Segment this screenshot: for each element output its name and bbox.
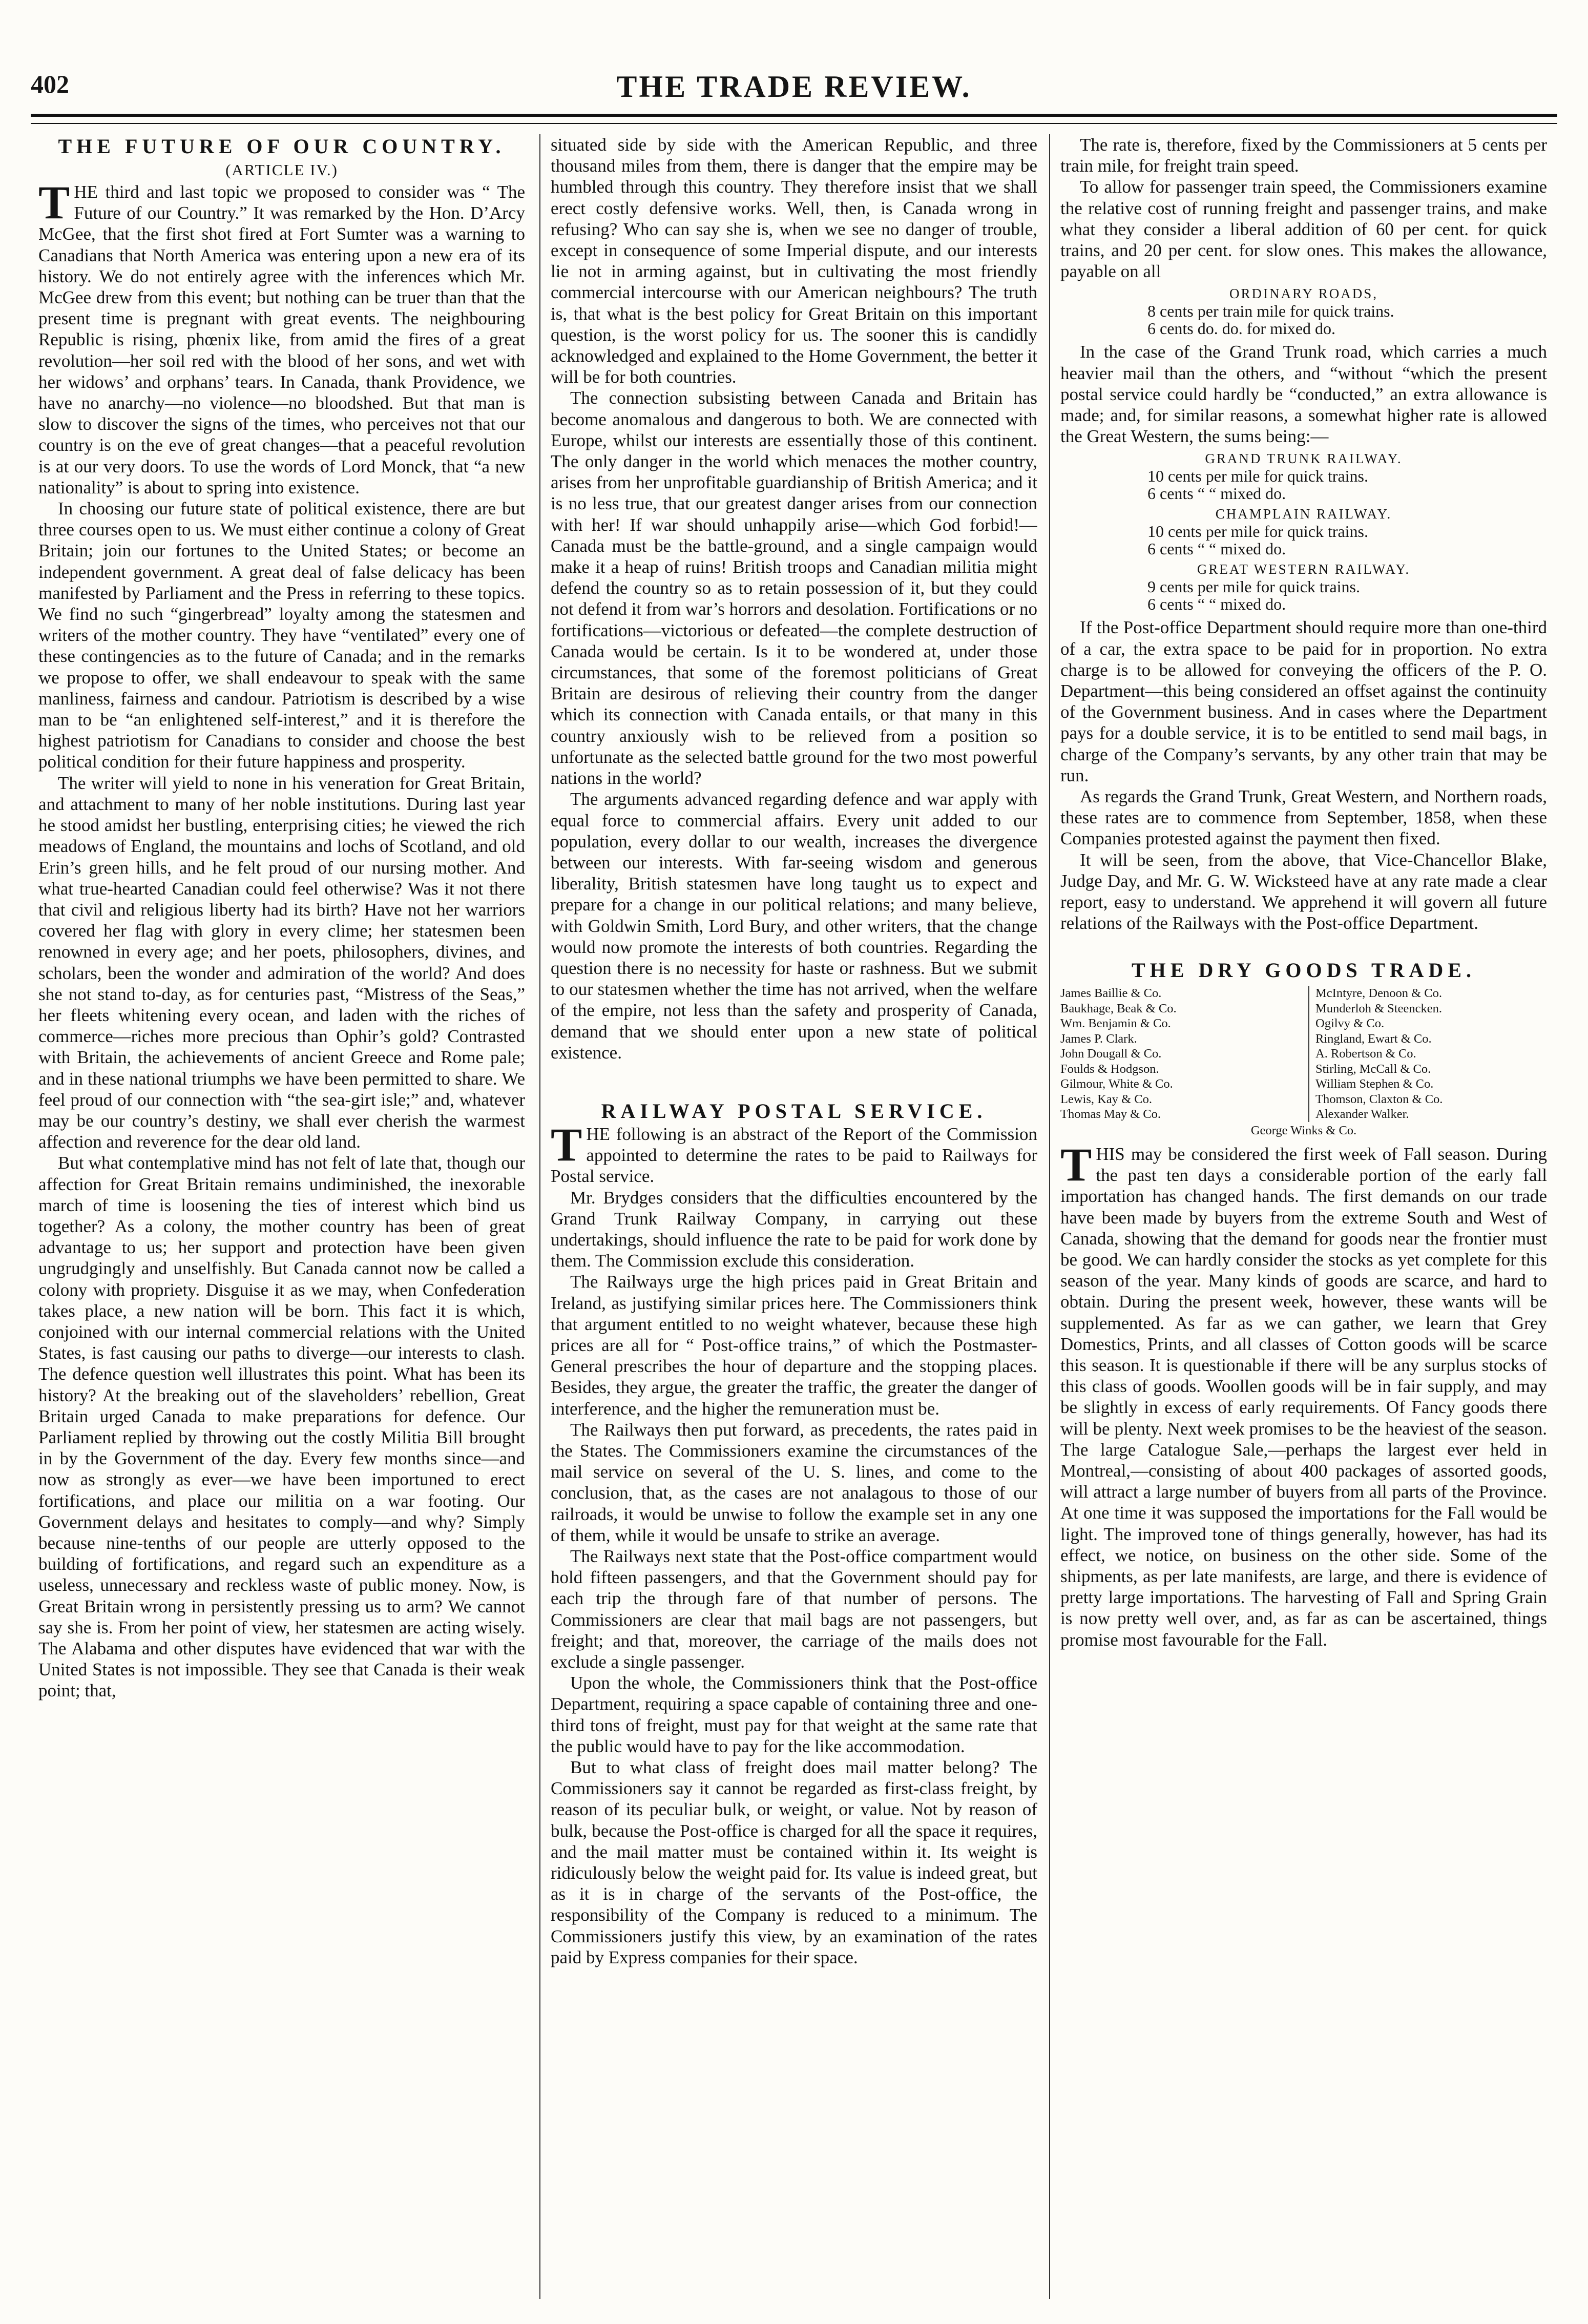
article-paragraph: It will be seen, from the above, that Vice-Chancellor Blake, Judge Day, and Mr. G. W. Wicksteed have at any rate made a clear report, easy to understand. We apprehend it will govern all future relations of the Railways with the Post-office Department. <box>1060 849 1547 933</box>
firm-list-right: McIntyre, Denoon & Co. Munderloh & Steencken. Ogilvy & Co. Ringland, Ewart & Co. A. Robertson & Co. Stirling, McCall & Co. William Stephen & Co. Thomson, Claxton & Co. Alexander Walker. <box>1308 986 1547 1122</box>
article-paragraph: The writer will yield to none in his veneration for Great Britain, and attachment to many of her noble institutions. During last year he stood amidst her bustling, enterprising cities; he viewed the rich meadows of England, the mountains and lochs of Scotland, and old Erin’s green hills, and he felt proud of our nursing mother. And what true-hearted Canadian could feel otherwise? Was it not there that civil and religious liberty had its birth? Have not her warriors covered her flag with glory in every clime; her statesmen been renowned in every age; and her poets, philosophers, divines, and scholars, been the wonder and admiration of the world? And does she not stand to-day, as for centuries past, “Mistress of the Seas,” her fleets whitening every ocean, and laden with the riches of commerce—riches more precious than Ophir’s gold? Contrasted with Britain, the achievements of ancient Greece and Rome pale; and in these national triumphs we have been permitted to share. We feel proud of our connection with “the sea-girt isle;” and, whatever may be our country’s destiny, we shall ever cherish the warmest affection and reverence for the dear old land. <box>38 773 525 1152</box>
spacer <box>1060 933 1547 958</box>
article-paragraph: To allow for passenger train speed, the Commissioners examine the relative cost of running freight and passenger trains, and make what they consider a liberal addition of 60 per cent. for quick trains, and 20 per cent. for slow ones. This makes the allowance, payable on all <box>1060 177 1547 282</box>
article-paragraph: The Railways urge the high prices paid in Great Britain and Ireland, as justifying similar prices here. The Commissioners think that argument entitled to no weight whatever, because these high prices are all for “ Post-office trains,” of which the Postmaster-General prescribes the hour of departure and the stopping places. Besides, they argue, the greater the traffic, the greater the danger of interference, and the higher the remuneration must be. <box>551 1272 1037 1419</box>
article-paragraph: The Railways next state that the Post-office compartment would hold fifteen passengers, and that the Government should pay for each trip the through fare of that number of persons. The Commissioners are clear that mail bags are not passengers, but freight; and that, moreover, the carriage of the mails does not exclude a single passenger. <box>551 1546 1037 1672</box>
article-paragraph: As regards the Grand Trunk, Great Western, and Northern roads, these rates are to commence from September, 1858, when these Companies protested against the payment then fixed. <box>1060 786 1547 849</box>
rate-table-ordinary: ORDINARY ROADS, 8 cents per train mile for quick trains. 6 cents do. do. for mixed do. <box>1147 286 1394 338</box>
article-subtitle: (ARTICLE IV.) <box>225 161 338 179</box>
column-1 <box>38 134 525 2307</box>
article-paragraph: But what contemplative mind has not felt of late that, though our affection for Great Britain remains undiminished, the inexorable march of time is loosening the ties of interest which bind us together? As a colony, the mother country has been of great advantage to us; her support and protection have been given ungrudgingly and unselfishly. But Canada cannot now be called a colony with propriety. Disguise it as we may, when Confederation takes place, a new nation will be born. This fact it is which, conjoined with our internal commercial relations with the United States, is fast causing our paths to diverge—our interests to clash. The defence question well illustrates this point. What has been its history? At the breaking out of the slaveholders’ rebellion, Great Britain urged Canada to make preparations for defence. Our Parliament replied by throwing out the costly Militia Bill brought in by the Government of the day. Every few months since—and now as strongly as ever—we have been importuned to erect fortifications, and place our militia on a war footing. Our Government delays and hesitates to comply—and why? Simply because nine-tenths of our people are utterly opposed to the building of fortifications, and regard such an expenditure as a useless, unnecessary and reckless waste of public money. Now, is Great Britain wrong in persistently pressing us to arm? We cannot say she is. From her point of view, her statesmen are acting wisely. The Alabama and other disputes have evidenced that war with the United States is not impossible. They see that Canada is their weak point; that, <box>38 1153 525 1701</box>
article-paragraph: The connection subsisting between Canada and Britain has become anomalous and dangerous to both. We are connected with Europe, whilst our interests are essentially those of this continent. The only danger in the world which menaces the mother country, arises from her unprofitable guardianship of British America; and it is no less true, that our greatest danger arises from our connection with her! If war should unhappily arise—which God forbid!—Canada must be the battle-ground, and a single campaign would make it a heap of ruins! British troops and Canadian militia might defend the country so as to retain possession of it, but they could not defend it from war’s horrors and desolation. Fortifications or no fortifications—victorious or defeated—the complete destruction of Canada would be certain. Is it to be wondered at, under those circumstances, that some of the foremost politicians of Great Britain are desirous of relieving their country from the danger which its connection with Canada entails, or that many in this country anxiously wish to be relieved from a position so unfortunate as the selected battle ground for the two most powerful nations in the world? <box>551 388 1037 789</box>
rate-table-railways: GRAND TRUNK RAILWAY. 10 cents per mile for quick trains. 6 cents “ “ mixed do. CHAMPLAIN RAILWAY. 10 cents per mile for quick trains. 6 cents “ “ mixed do. GREAT WESTERN RAILWAY. 9 cents per mile for quick trains. 6 cents “ “ mixed do. <box>1147 451 1411 614</box>
column-2 <box>551 134 1037 2307</box>
article-title: THE DRY GOODS TRADE. <box>1131 959 1476 982</box>
page-number: 402 <box>31 70 69 98</box>
article-paragraph: The arguments advanced regarding defence and war apply with equal force to commercial affairs. Every unit added to our population, every dollar to our wealth, increases the divergence between our interests. With far-seeing wisdom and generous liberality, British statesmen have long taught us to expect and prepare for a change in our political relations; and many believe, with Goldwin Smith, Lord Bury, and other writers, that the change would now promote the interests of both countries. Regarding the question there is no necessity for haste or rashness. But we submit to our statesmen whether the time has not arrived, when the welfare of the empire, not less than the safety and prosperity of Canada, demand that we should enter upon a new state of political existence. <box>551 789 1037 1063</box>
header-rule-thick <box>31 114 1557 117</box>
drop-cap: T <box>1060 1138 1092 1191</box>
article-paragraph: If the Post-office Department should require more than one-third of a car, the extra space to be paid for in proportion. No extra charge is to be allowed for conveying the officers of the P. O. Department—this being considered an offset against the continuity of the Government business. And in cases where the Department pays for a double service, it is to be entitled to send mail bags, in charge of the Company’s servants, by any other train that may be run. <box>1060 617 1547 785</box>
article-paragraph: THE third and last topic we proposed to consider was “ The Future of our Country.” It was remarked by the Hon. D’Arcy McGee, that the first shot fired at Fort Sumter was a warning to Canadians that North America was entering upon a new era of its history. We do not entirely agree with the inferences which Mr. McGee drew from this event; but nothing can be truer than that the present time is pregnant with great events. The neighbouring Republic is rising, phœnix like, from amid the fires of a great revolution—her soil red with the blood of her sons, and wet with her widows’ and orphans’ tears. In Canada, thank Providence, we have no anarchy—no violence—no bloodshed. But that man is slow to discover the signs of the times, who perceives not that our country is on the eve of great changes—that a peaceful revolution is at our very doors. To use the words of Lord Monck, that “a new nationality” is about to spring into existence. <box>38 176 525 497</box>
header-rule-thin <box>31 123 1557 124</box>
article-paragraph: The rate is, therefore, fixed by the Commissioners at 5 cents per train mile, for freight train speed. <box>1060 135 1547 176</box>
article-paragraph: situated side by side with the American Republic, and three thousand miles from them, there is danger that the empire may be humbled through this country. They therefore insist that we shall erect costly defensive works. Well, then, is Canada wrong in refusing? Who can say she is, when we see no danger of trouble, except in consequence of some Imperial dispute, and our interests lie not in arming against, but in cultivating the most friendly commercial intercourse with our American neighbours? The truth is, that what is the best policy for Great Britain on this important question, is the worst policy for us. The sooner this is candidly acknowledged and explained to the Home Government, the better it will be for both countries. <box>551 135 1037 387</box>
article-paragraph: THIS may be considered the first week of Fall season. During the past ten days a considerable portion of the early fall importation has changed hands. The first demands on our trade have been made by buyers from the extreme South and West of Canada, showing that the demand for goods near the frontier must be good. We can hardly consider the stocks as yet complete for this season of the year. Many kinds of goods are scarce, and hard to obtain. During the present week, however, these wants will be supplemented. As far as we can gather, we learn that Grey Domestics, Prints, and all classes of Cotton goods will be scarce this season. It is questionable if there will be any surplus stocks of this class of goods. Woollen goods will be in fair supply, and may be slightly in excess of early requirements. Of Fancy goods there will be plenty. Next week promises to be the heaviest of the season. The large Catalogue Sale,—perhaps the largest ever held in Montreal,—consisting of about 400 packages of assorted goods, will attract a large number of buyers from all parts of the Province. At one time it was supposed the importations for the Fall would be light. The improved tone of things generally, however, has had its effect, we notice, on business on the other side. Some of the shipments, as per late manifests, are large, and there is evidence of pretty large importations. The harvesting of Fall and Spring Grain is now pretty well over, and, as far as can be ascertained, things promise most favourable for the Fall. <box>1060 1138 1547 1650</box>
firm-list <box>1060 986 1547 1122</box>
column-divider <box>1049 134 1050 2299</box>
article-paragraph: Upon the whole, the Commissioners think that the Post-office Department, requiring a space capable of containing three and one-third tons of freight, must pay for that weight at the same rate that the public would have to pay for the like accommodation. <box>551 1673 1037 1756</box>
firm-list-left: James Baillie & Co. Baukhage, Beak & Co. Wm. Benjamin & Co. James P. Clark. John Dougall & Co. Foulds & Hodgson. Gilmour, White & Co. Lewis, Kay & Co. Thomas May & Co. <box>1060 986 1177 1122</box>
article-paragraph: THE following is an abstract of the Report of the Commission appointed to determine the rates to be paid to Railways for Postal service. <box>551 1118 1037 1187</box>
article-title: THE FUTURE OF OUR COUNTRY. <box>58 135 506 158</box>
article-paragraph: In choosing our future state of political existence, there are but three courses open to us. We must either continue a colony of Great Britain; join our fortunes to the United States; or become an independent government. A great deal of false delicacy has been manifested by Parliament and the Press in referring to these topics. We find no such “gingerbread” loyalty among the statesmen and writers of the mother country. They have “ventilated” every one of these contingencies as to the future of Canada; and in the remarks we propose to offer, we shall endeavour to speak with the same manliness, fairness and candour. Patriotism is described by a wise man to be “an enlightened self-interest,” and it is therefore the highest patriotism for Canadians to consider and choose the best political condition for their future happiness and prosperity. <box>38 499 525 772</box>
article-paragraph: The Railways then put forward, as precedents, the rates paid in the States. The Commissioners examine the circumstances of the mail service on several of the U. S. lines, and come to the conclusion, that, as the cases are not analagous to those of our railroads, it would be unwise to follow the example set in any one of them, while it would be unsafe to strike an average. <box>551 1419 1037 1545</box>
column-divider <box>539 134 540 2299</box>
article-title: RAILWAY POSTAL SERVICE. <box>601 1099 987 1123</box>
journal-title: THE TRADE REVIEW. <box>616 70 972 103</box>
firm-list-footer: George Winks & Co. <box>1250 1123 1357 1137</box>
drop-cap: T <box>38 176 70 229</box>
spacer <box>551 1063 1037 1099</box>
article-paragraph: But to what class of freight does mail matter belong? The Commissioners say it cannot be regarded as first-class freight, by reason of its peculiar bulk, or weight, or value. Not by reason of bulk, because the Post-office is charged for all the space it requires, and the mail matter must be contained within it. Its weight is ridiculously below the weight paid for. Its value is indeed great, but as it is in charge of the servants of the Post-office, the responsibility of the Company is reduced to a minimum. The Commissioners justify this view, by an examination of the rates paid by Express companies for their space. <box>551 1757 1037 1967</box>
article-paragraph: In the case of the Grand Trunk road, which carries a much heavier mail than the others, and “without “which the present postal service could hardly be “conducted,” an extra allowance is made; and, for similar reasons, a somewhat higher rate is allowed the Great Western, the sums being:— <box>1060 342 1547 447</box>
column-3 <box>1060 134 1547 2307</box>
page-header <box>31 69 1557 110</box>
article-paragraph: Mr. Brydges considers that the difficulties encountered by the Grand Trunk Railway Company, in carrying out these undertakings, should influence the rate to be paid for work done by them. The Commission exclude this consideration. <box>551 1187 1037 1271</box>
drop-cap: T <box>551 1118 582 1171</box>
